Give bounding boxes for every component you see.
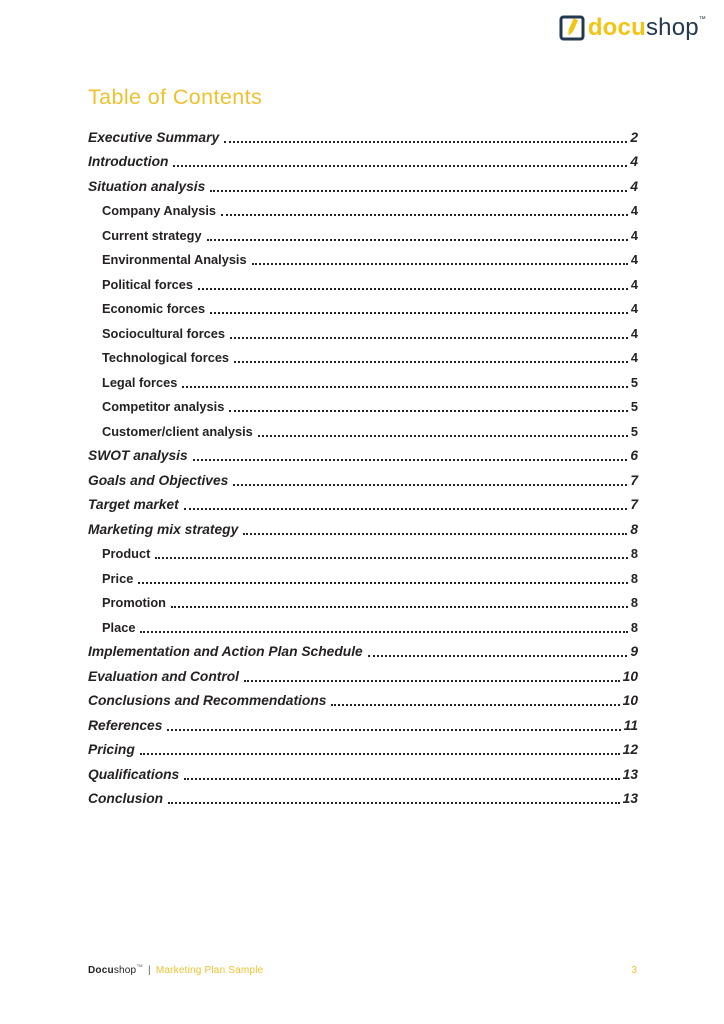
toc-entry-page: 4: [630, 276, 638, 292]
toc-entry[interactable]: [88, 685, 638, 710]
logo-word-shop: shop: [645, 14, 699, 41]
page-footer: [88, 964, 637, 976]
footer-page-number: 3: [631, 965, 637, 976]
dot-leader: [167, 729, 620, 731]
toc-entry-label: Introduction: [88, 154, 169, 170]
toc-entry-label: Target market: [88, 497, 179, 513]
footer-document-title: Marketing Plan Sample: [155, 965, 264, 976]
toc-entry-label: Competitor analysis: [102, 399, 225, 415]
toc-entry[interactable]: [88, 195, 638, 220]
footer-brand-shop: shop: [113, 965, 137, 976]
toc-entry-page: 8: [630, 546, 638, 562]
toc-entry[interactable]: [88, 489, 638, 514]
toc-entry[interactable]: [88, 121, 638, 146]
logo-trademark: ™: [698, 16, 706, 23]
toc-entry-label: References: [88, 717, 163, 733]
dot-leader: [155, 557, 628, 559]
dot-leader: [138, 582, 628, 584]
dot-leader: [258, 435, 628, 437]
dot-leader: [207, 239, 628, 241]
toc-entry[interactable]: [88, 440, 638, 465]
toc-entry[interactable]: [88, 293, 638, 318]
toc-entry-label: Current strategy: [102, 227, 202, 243]
dot-leader: [233, 484, 627, 486]
toc-entry-label: Technological forces: [102, 350, 230, 366]
toc-entry[interactable]: [88, 513, 638, 538]
toc-entry[interactable]: [88, 783, 638, 808]
toc-entry-label: Qualifications: [88, 766, 180, 782]
dot-leader: [229, 410, 628, 412]
dot-leader: [182, 386, 627, 388]
toc-entry[interactable]: [88, 219, 638, 244]
dot-leader: [243, 533, 627, 535]
toc-entry-page: 4: [630, 252, 638, 268]
toc-entry-page: 5: [630, 374, 638, 390]
toc-entry-page: 4: [630, 325, 638, 341]
dot-leader: [193, 459, 628, 461]
toc-entry-label: Conclusion: [88, 791, 164, 807]
toc-entry-label: Customer/client analysis: [102, 423, 253, 439]
dot-leader: [252, 263, 628, 265]
toc-entry-label: Legal forces: [102, 374, 178, 390]
toc-entry[interactable]: [88, 636, 638, 661]
dot-leader: [171, 606, 628, 608]
toc-entry[interactable]: [88, 464, 638, 489]
toc-entry-page: 10: [622, 693, 638, 709]
dot-leader: [184, 508, 628, 510]
toc-entry[interactable]: [88, 587, 638, 612]
toc-entry-label: Pricing: [88, 742, 135, 758]
toc-entry-page: 8: [630, 521, 638, 537]
docushop-logo: [559, 15, 706, 41]
toc-entry-label: Place: [102, 619, 136, 635]
toc-entry[interactable]: [88, 342, 638, 367]
dot-leader: [210, 312, 628, 314]
pencil-note-icon: [559, 15, 585, 41]
toc-entry-page: 8: [630, 595, 638, 611]
toc-entry-page: 9: [630, 644, 638, 660]
toc-entry-page: 4: [630, 178, 638, 194]
logo-wordmark: [588, 16, 706, 40]
toc-entry-label: Situation analysis: [88, 178, 206, 194]
toc-entry-label: Political forces: [102, 276, 194, 292]
toc-entry-label: Marketing mix strategy: [88, 521, 239, 537]
toc-entry[interactable]: [88, 366, 638, 391]
toc-entry-page: 8: [630, 619, 638, 635]
table-of-contents: [88, 121, 638, 807]
dot-leader: [210, 190, 627, 192]
toc-entry-page: 4: [630, 203, 638, 219]
toc-entry-label: Economic forces: [102, 301, 206, 317]
toc-entry-page: 4: [630, 301, 638, 317]
toc-entry[interactable]: [88, 758, 638, 783]
toc-entry[interactable]: [88, 734, 638, 759]
toc-entry[interactable]: [88, 709, 638, 734]
toc-entry[interactable]: [88, 415, 638, 440]
dot-leader: [168, 802, 620, 804]
footer-brand-docu: Docu: [88, 965, 114, 976]
dot-leader: [221, 214, 628, 216]
page-title: Table of Contents: [88, 85, 263, 109]
toc-entry-page: 7: [630, 472, 638, 488]
dot-leader: [140, 753, 620, 755]
toc-entry-label: Product: [102, 546, 151, 562]
toc-entry-page: 10: [622, 668, 638, 684]
toc-entry[interactable]: [88, 391, 638, 416]
toc-entry-label: Evaluation and Control: [88, 668, 240, 684]
toc-entry-page: 2: [630, 129, 638, 145]
toc-entry[interactable]: [88, 660, 638, 685]
toc-entry-page: 4: [630, 227, 638, 243]
toc-entry[interactable]: [88, 146, 638, 171]
toc-entry-page: 6: [630, 448, 638, 464]
toc-entry-label: Goals and Objectives: [88, 472, 229, 488]
toc-entry-label: Executive Summary: [88, 129, 220, 145]
toc-entry-page: 11: [623, 717, 638, 733]
toc-entry-page: 5: [630, 423, 638, 439]
toc-entry[interactable]: [88, 538, 638, 563]
toc-entry-page: 7: [630, 497, 638, 513]
dot-leader: [140, 631, 627, 633]
dot-leader: [368, 655, 628, 657]
logo-word-docu: docu: [587, 14, 646, 41]
toc-entry-label: Conclusions and Recommendations: [88, 693, 327, 709]
toc-entry-label: Price: [102, 570, 134, 586]
dot-leader: [331, 704, 619, 706]
toc-entry[interactable]: [88, 244, 638, 269]
toc-entry-page: 4: [630, 350, 638, 366]
toc-entry-page: 13: [622, 766, 638, 782]
dot-leader: [234, 361, 628, 363]
toc-entry-label: Environmental Analysis: [102, 252, 247, 268]
footer-brand: [88, 964, 263, 976]
toc-entry[interactable]: [88, 611, 638, 636]
dot-leader: [173, 165, 627, 167]
dot-leader: [244, 680, 620, 682]
toc-entry-page: 13: [622, 791, 638, 807]
toc-entry-label: Sociocultural forces: [102, 325, 226, 341]
toc-entry-page: 8: [630, 570, 638, 586]
toc-entry-page: 5: [630, 399, 638, 415]
toc-entry[interactable]: [88, 170, 638, 195]
toc-entry-label: Promotion: [102, 595, 166, 611]
dot-leader: [224, 141, 627, 143]
footer-trademark: ™: [136, 964, 144, 971]
dot-leader: [184, 778, 619, 780]
footer-separator: |: [148, 965, 151, 976]
toc-entry-page: 4: [630, 154, 638, 170]
toc-entry-label: SWOT analysis: [88, 448, 188, 464]
toc-entry[interactable]: [88, 268, 638, 293]
dot-leader: [198, 288, 628, 290]
toc-entry[interactable]: [88, 317, 638, 342]
toc-entry[interactable]: [88, 562, 638, 587]
toc-entry-page: 12: [622, 742, 638, 758]
toc-entry-label: Implementation and Action Plan Schedule: [88, 644, 363, 660]
toc-entry-label: Company Analysis: [102, 203, 217, 219]
dot-leader: [230, 337, 628, 339]
